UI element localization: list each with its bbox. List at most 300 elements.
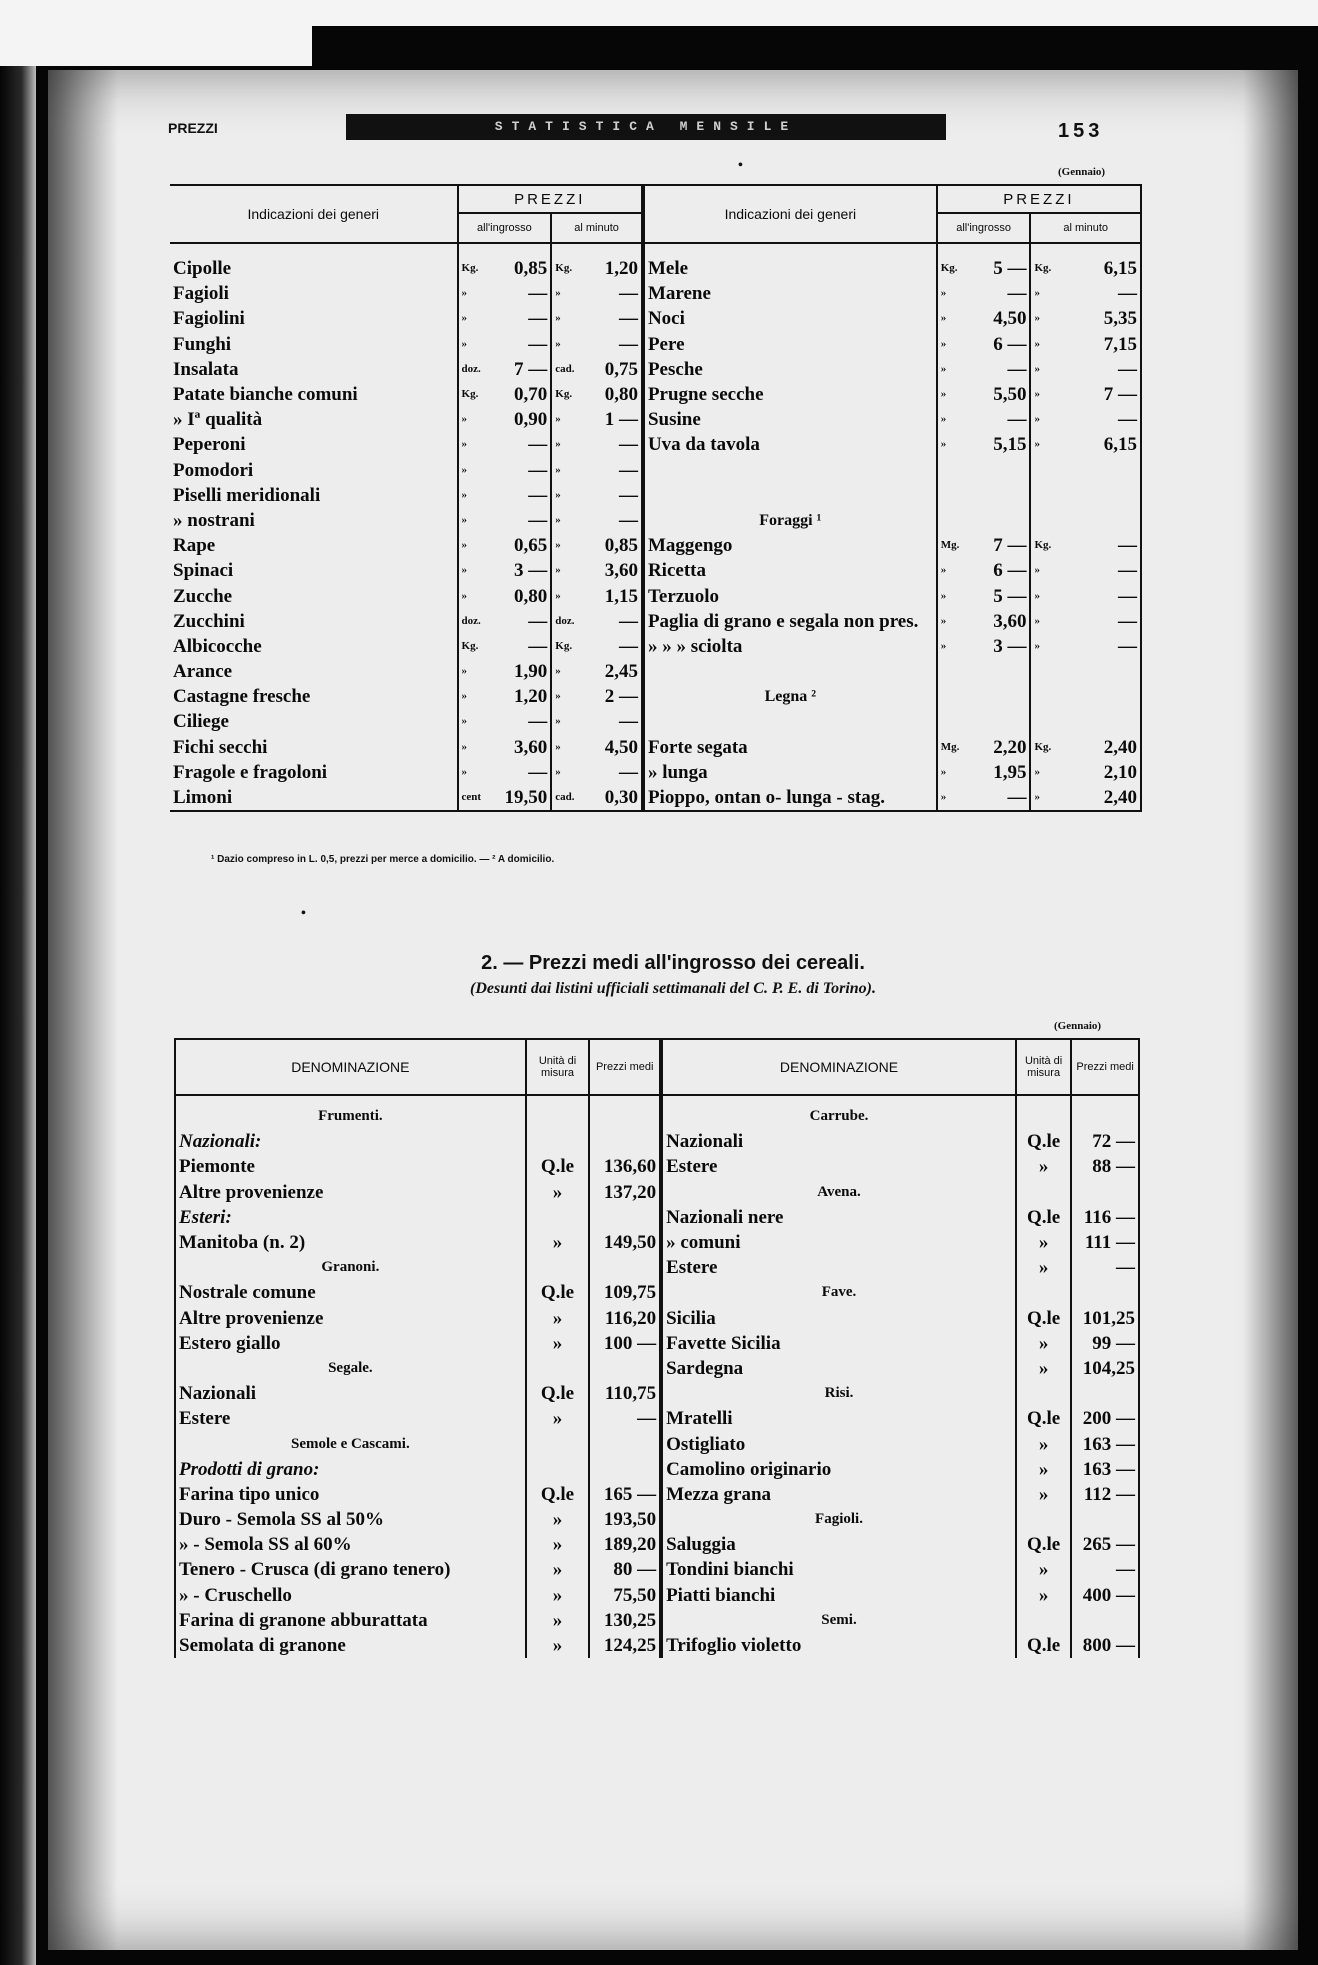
table-row <box>175 1280 1139 1305</box>
unit-ingrosso: Kg. <box>458 382 491 407</box>
unit-minuto: » <box>551 558 584 583</box>
price-ingrosso: 7 — <box>514 358 548 380</box>
unit-minuto <box>1030 483 1061 508</box>
price-ingrosso: — <box>528 484 548 506</box>
price: 99 — <box>1071 1331 1139 1356</box>
unit-ingrosso: doz. <box>458 609 491 634</box>
item-name: Zucchini <box>173 610 245 632</box>
item-name <box>643 483 937 508</box>
unit: Q.le <box>526 1280 590 1305</box>
item-name: Paglia di grano e segala non pres. <box>643 609 937 634</box>
unit-minuto: » <box>551 483 584 508</box>
price-minuto: 1 — <box>604 409 638 431</box>
unit <box>526 1129 590 1154</box>
price: 100 — <box>589 1331 661 1356</box>
price-ingrosso: 5 — <box>993 585 1027 607</box>
price-minuto: 2,40 <box>1062 735 1141 760</box>
table-row <box>170 558 1141 583</box>
unit-ingrosso: » <box>458 483 491 508</box>
item-name: » lunga <box>643 760 937 785</box>
item-name: Sicilia <box>661 1306 1016 1331</box>
unit: » <box>526 1633 590 1658</box>
price: 163 — <box>1071 1431 1139 1456</box>
price-ingrosso: 0,85 <box>514 258 548 280</box>
item-name: Camolino originario <box>661 1457 1016 1482</box>
table-row <box>170 609 1141 634</box>
book-page <box>48 70 1298 1950</box>
unit-ingrosso: Mg. <box>937 533 968 558</box>
unit <box>1016 1608 1071 1633</box>
item-name: Fragole e fragoloni <box>173 761 328 783</box>
price: 193,50 <box>589 1507 661 1532</box>
unit-minuto: » <box>551 508 584 533</box>
item-name: Spinaci <box>173 560 234 582</box>
price: 136,60 <box>589 1154 661 1179</box>
unit-minuto: » <box>1030 785 1061 811</box>
section-heading: Segale. <box>175 1356 526 1381</box>
price-ingrosso: — <box>528 610 548 632</box>
price: 110,75 <box>589 1381 661 1406</box>
unit-ingrosso: » <box>937 306 968 331</box>
price-minuto: — <box>1062 533 1141 558</box>
price-ingrosso <box>968 684 1031 709</box>
unit-minuto: » <box>551 458 584 483</box>
price <box>589 1129 661 1154</box>
unit <box>526 1356 590 1381</box>
item-name: Albicocche <box>173 635 262 657</box>
price: 124,25 <box>589 1633 661 1658</box>
unit-minuto <box>1030 458 1061 483</box>
item-name: Altre provenienze <box>175 1306 526 1331</box>
left-heading: Indicazioni dei generi <box>247 206 380 222</box>
unit: » <box>1016 1482 1071 1507</box>
price: 149,50 <box>589 1230 661 1255</box>
table-row <box>175 1331 1139 1356</box>
unit-ingrosso: » <box>937 634 968 659</box>
right-prezzi-heading: PREZZI <box>937 185 1141 213</box>
price <box>1071 1507 1139 1532</box>
price-ingrosso <box>968 709 1031 734</box>
subsection-heading: Nazionali: <box>175 1129 526 1154</box>
price: — <box>589 1406 661 1431</box>
table-row <box>170 306 1141 331</box>
item-name: Estere <box>661 1255 1016 1280</box>
section-heading: Frumenti. <box>175 1104 526 1129</box>
price-ingrosso: — <box>1007 409 1027 431</box>
price: 112 — <box>1071 1482 1139 1507</box>
unit: » <box>1016 1457 1071 1482</box>
price <box>589 1104 661 1129</box>
table-row <box>170 684 1141 709</box>
unit-ingrosso: » <box>458 533 491 558</box>
unit-ingrosso: Mg. <box>937 735 968 760</box>
right-minuto-heading: al minuto <box>1030 213 1141 243</box>
price: 189,20 <box>589 1532 661 1557</box>
unit <box>526 1104 590 1129</box>
cereals-price-table <box>174 1038 1140 1658</box>
price <box>589 1205 661 1230</box>
unit-ingrosso: » <box>937 558 968 583</box>
right-prezzi-medi-heading: Prezzi medi <box>1071 1039 1139 1095</box>
price-minuto: — <box>618 610 638 632</box>
item-name: » Iª qualità <box>173 409 263 431</box>
price <box>589 1431 661 1456</box>
unit: » <box>526 1557 590 1582</box>
unit-minuto: » <box>551 533 584 558</box>
unit: » <box>526 1532 590 1557</box>
unit-ingrosso: Kg. <box>937 256 968 281</box>
price <box>1071 1280 1139 1305</box>
section2-title: 2. — Prezzi medi all'ingrosso dei cereali. <box>481 952 865 974</box>
item-name: Nazionali <box>175 1381 526 1406</box>
price-minuto: — <box>1062 357 1141 382</box>
price-ingrosso <box>968 483 1031 508</box>
right-denominazione-heading: DENOMINAZIONE <box>661 1039 1016 1095</box>
price-minuto: 5,35 <box>1062 306 1141 331</box>
unit-ingrosso: » <box>458 760 491 785</box>
item-name: Ciliege <box>173 711 229 733</box>
table-row <box>175 1406 1139 1431</box>
section-heading: Foraggi ¹ <box>643 508 937 533</box>
unit-minuto: » <box>551 432 584 457</box>
item-name: Manitoba (n. 2) <box>175 1230 526 1255</box>
unit <box>1016 1104 1071 1129</box>
unit: Q.le <box>1016 1306 1071 1331</box>
item-name: Fagioli <box>173 283 229 305</box>
unit: » <box>1016 1230 1071 1255</box>
price-ingrosso: — <box>1007 358 1027 380</box>
price-minuto: 3,60 <box>604 560 638 582</box>
table-row <box>170 508 1141 533</box>
price-minuto: 2,10 <box>1062 760 1141 785</box>
price-ingrosso <box>968 458 1031 483</box>
table-row <box>175 1583 1139 1608</box>
unit <box>1016 1381 1071 1406</box>
unit-ingrosso <box>937 709 968 734</box>
item-name: Semolata di granone <box>175 1633 526 1658</box>
unit <box>526 1457 590 1482</box>
price-ingrosso <box>968 508 1031 533</box>
price-minuto: 2 — <box>604 686 638 708</box>
unit: » <box>1016 1331 1071 1356</box>
unit-ingrosso: » <box>458 684 491 709</box>
price <box>1071 1608 1139 1633</box>
item-name: Castagne fresche <box>173 686 311 708</box>
item-name: Funghi <box>173 333 232 355</box>
unit-minuto: » <box>551 332 584 357</box>
price <box>1071 1104 1139 1129</box>
item-name: Zucche <box>173 585 233 607</box>
item-name: Noci <box>643 306 937 331</box>
page-number: 153 <box>1058 120 1104 142</box>
item-name: Forte segata <box>643 735 937 760</box>
price-minuto: — <box>1062 281 1141 306</box>
unit: Q.le <box>1016 1633 1071 1658</box>
scan-border-tab <box>0 26 312 66</box>
right-unita-heading: Unità di misura <box>1016 1039 1071 1095</box>
left-unita-heading: Unità di misura <box>526 1039 590 1095</box>
unit-minuto <box>1030 684 1061 709</box>
unit-ingrosso: » <box>937 760 968 785</box>
price-minuto: 0,85 <box>604 535 638 557</box>
price-ingrosso: 6 — <box>993 560 1027 582</box>
unit: Q.le <box>1016 1406 1071 1431</box>
unit: » <box>1016 1583 1071 1608</box>
price-minuto: 0,75 <box>604 358 638 380</box>
unit-minuto: » <box>551 760 584 785</box>
item-name: Piatti bianchi <box>661 1583 1016 1608</box>
price: 163 — <box>1071 1457 1139 1482</box>
price: 80 — <box>589 1557 661 1582</box>
table-row <box>175 1129 1139 1154</box>
unit-minuto: Kg. <box>1030 533 1061 558</box>
unit-minuto: » <box>551 735 584 760</box>
item-name: » comuni <box>661 1230 1016 1255</box>
item-name: Farina di granone abburattata <box>175 1608 526 1633</box>
right-heading: Indicazioni dei generi <box>643 185 937 243</box>
unit-ingrosso: » <box>937 583 968 608</box>
price: — <box>1071 1557 1139 1582</box>
item-name: Nazionali <box>661 1129 1016 1154</box>
table-row <box>170 432 1141 457</box>
price-ingrosso: 0,90 <box>514 409 548 431</box>
price-ingrosso: 3 — <box>514 560 548 582</box>
price-ingrosso: 0,70 <box>514 384 548 406</box>
price-ingrosso: — <box>528 711 548 733</box>
section-heading: Legna ² <box>643 684 937 709</box>
item-name: Marene <box>643 281 937 306</box>
unit-minuto: Kg. <box>551 634 584 659</box>
item-name: Terzuolo <box>643 583 937 608</box>
table-row <box>170 735 1141 760</box>
price-minuto: 0,80 <box>604 384 638 406</box>
price: 130,25 <box>589 1608 661 1633</box>
price-ingrosso: 5,50 <box>993 384 1027 406</box>
price-minuto <box>1062 508 1141 533</box>
item-name: Maggengo <box>643 533 937 558</box>
unit-ingrosso: » <box>458 508 491 533</box>
unit-ingrosso: » <box>458 407 491 432</box>
item-name: » - Semola SS al 60% <box>175 1532 526 1557</box>
table-row <box>175 1608 1139 1633</box>
item-name <box>643 659 937 684</box>
price-minuto: — <box>1062 407 1141 432</box>
unit-ingrosso: » <box>937 407 968 432</box>
price-ingrosso: — <box>528 434 548 456</box>
price-ingrosso: — <box>1007 283 1027 305</box>
table-row <box>170 281 1141 306</box>
item-name: Altre provenienze <box>175 1180 526 1205</box>
unit-minuto <box>1030 659 1061 684</box>
price-ingrosso: 1,95 <box>993 761 1027 783</box>
section-heading: Avena. <box>661 1180 1016 1205</box>
price-minuto: — <box>618 283 638 305</box>
unit <box>526 1205 590 1230</box>
price: — <box>1071 1255 1139 1280</box>
section-heading: Semole e Cascami. <box>175 1431 526 1456</box>
item-name: » » » sciolta <box>643 634 937 659</box>
table-row <box>170 357 1141 382</box>
item-name: Duro - Semola SS al 50% <box>175 1507 526 1532</box>
item-name: Peperoni <box>173 434 246 456</box>
item-name: Arance <box>173 661 233 683</box>
item-name: Favette Sicilia <box>661 1331 1016 1356</box>
vegetables-fruit-price-table <box>170 184 1142 812</box>
table2-body <box>175 1095 1139 1658</box>
unit-minuto: » <box>551 583 584 608</box>
table-row <box>170 483 1141 508</box>
unit: » <box>526 1583 590 1608</box>
unit-minuto: » <box>1030 583 1061 608</box>
item-name: Uva da tavola <box>643 432 937 457</box>
item-name: Patate bianche comuni <box>173 384 358 406</box>
table-row <box>170 709 1141 734</box>
section-heading: Fave. <box>661 1280 1016 1305</box>
table-row <box>175 1431 1139 1456</box>
item-name <box>643 458 937 483</box>
unit-minuto: » <box>1030 382 1061 407</box>
price-ingrosso: 0,65 <box>514 535 548 557</box>
unit-ingrosso: doz. <box>458 357 491 382</box>
price: 88 — <box>1071 1154 1139 1179</box>
item-name: Pomodori <box>173 459 254 481</box>
unit: » <box>526 1331 590 1356</box>
item-name: Estere <box>175 1406 526 1431</box>
unit-minuto: » <box>1030 760 1061 785</box>
price-ingrosso: — <box>528 283 548 305</box>
table-row <box>175 1557 1139 1582</box>
price-ingrosso: — <box>528 635 548 657</box>
unit-ingrosso: » <box>458 432 491 457</box>
table-row <box>170 458 1141 483</box>
price-minuto <box>1062 659 1141 684</box>
unit: Q.le <box>1016 1205 1071 1230</box>
item-name: Sardegna <box>661 1356 1016 1381</box>
unit: Q.le <box>526 1381 590 1406</box>
price: 75,50 <box>589 1583 661 1608</box>
section-heading: Fagioli. <box>661 1507 1016 1532</box>
item-name: Pere <box>643 332 937 357</box>
price: 137,20 <box>589 1180 661 1205</box>
table-row <box>175 1457 1139 1482</box>
price-minuto: — <box>618 711 638 733</box>
unit-minuto <box>1030 709 1061 734</box>
item-name: Mezza grana <box>661 1482 1016 1507</box>
unit: » <box>526 1608 590 1633</box>
table-row <box>175 1381 1139 1406</box>
price: 400 — <box>1071 1583 1139 1608</box>
unit: » <box>1016 1557 1071 1582</box>
item-name: Pioppo, ontan o- lunga - stag. <box>643 785 937 811</box>
unit: » <box>1016 1431 1071 1456</box>
price-ingrosso: — <box>528 333 548 355</box>
left-minuto-heading: al minuto <box>551 213 643 243</box>
price-minuto: — <box>618 484 638 506</box>
unit-ingrosso <box>937 483 968 508</box>
unit-minuto: » <box>551 306 584 331</box>
unit-minuto: doz. <box>551 609 584 634</box>
running-title-bar: STATISTICA MENSILE <box>346 114 946 140</box>
table-row <box>170 382 1141 407</box>
unit-minuto: » <box>1030 609 1061 634</box>
price-minuto: 4,50 <box>604 736 638 758</box>
unit: Q.le <box>526 1154 590 1179</box>
unit-ingrosso: » <box>458 306 491 331</box>
item-name: Piselli meridionali <box>173 484 321 506</box>
unit <box>1016 1280 1071 1305</box>
table-row <box>170 634 1141 659</box>
price: 200 — <box>1071 1406 1139 1431</box>
unit: » <box>1016 1356 1071 1381</box>
table-row <box>175 1255 1139 1280</box>
item-name: Mratelli <box>661 1406 1016 1431</box>
price-minuto: 2,45 <box>604 661 638 683</box>
ornament-mark-2: • <box>301 906 306 921</box>
table-row <box>175 1104 1139 1129</box>
unit-minuto: Kg. <box>1030 256 1061 281</box>
item-name: Rape <box>173 535 216 557</box>
unit: » <box>526 1306 590 1331</box>
item-name: Fagiolini <box>173 308 245 330</box>
table-row <box>170 256 1141 281</box>
book-binding-edge <box>0 66 36 1965</box>
item-name: Tondini bianchi <box>661 1557 1016 1582</box>
unit-minuto: » <box>1030 432 1061 457</box>
table-row <box>170 760 1141 785</box>
price-minuto: — <box>618 509 638 531</box>
price: 101,25 <box>1071 1306 1139 1331</box>
table1-month: (Gennaio) <box>1058 166 1106 178</box>
price-ingrosso: 1,90 <box>514 661 548 683</box>
left-ingrosso-heading: all'ingrosso <box>458 213 552 243</box>
ornament-mark: • <box>738 158 743 173</box>
unit-minuto: » <box>551 684 584 709</box>
price <box>589 1356 661 1381</box>
unit-ingrosso <box>937 508 968 533</box>
unit: » <box>526 1180 590 1205</box>
price-minuto: 1,15 <box>604 585 638 607</box>
price-ingrosso: 1,20 <box>514 686 548 708</box>
price <box>1071 1180 1139 1205</box>
section-heading: Granoni. <box>175 1255 526 1280</box>
right-ingrosso-heading: all'ingrosso <box>937 213 1031 243</box>
price <box>1071 1381 1139 1406</box>
unit-minuto: » <box>551 709 584 734</box>
price: 104,25 <box>1071 1356 1139 1381</box>
price-ingrosso <box>968 659 1031 684</box>
table-row <box>170 407 1141 432</box>
price-minuto <box>1062 458 1141 483</box>
price-ingrosso: — <box>528 509 548 531</box>
price-ingrosso: 4,50 <box>993 308 1027 330</box>
unit: Q.le <box>1016 1129 1071 1154</box>
item-name: Limoni <box>173 787 233 809</box>
unit-ingrosso: » <box>458 558 491 583</box>
section-heading: Carrube. <box>661 1104 1016 1129</box>
price-minuto: — <box>618 333 638 355</box>
price-ingrosso: 7 — <box>993 535 1027 557</box>
item-name: Tenero - Crusca (di grano tenero) <box>175 1557 526 1582</box>
table-row <box>175 1507 1139 1532</box>
price: 265 — <box>1071 1532 1139 1557</box>
price-minuto <box>1062 483 1141 508</box>
price-ingrosso: — <box>528 308 548 330</box>
subsection-heading: Esteri: <box>175 1205 526 1230</box>
section2-subtitle: (Desunti dai listini ufficiali settimanali del C. P. E. di Torino). <box>470 980 876 997</box>
unit-ingrosso: » <box>458 709 491 734</box>
price-ingrosso: 5 — <box>993 258 1027 280</box>
unit-minuto: » <box>1030 357 1061 382</box>
